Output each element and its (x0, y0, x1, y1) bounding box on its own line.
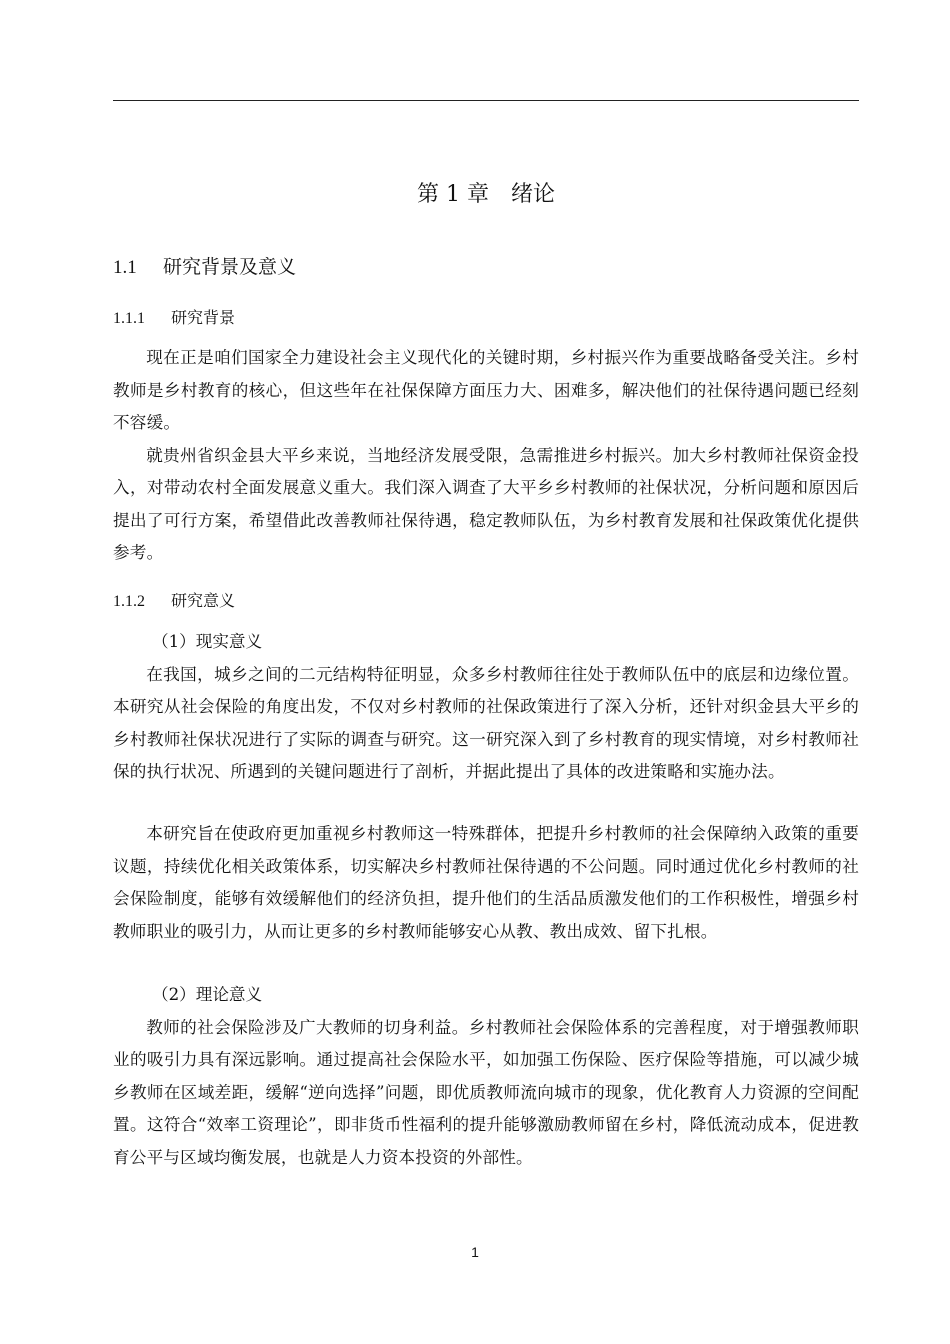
subsection-heading-1-1-2 (113, 588, 235, 615)
background-paragraph-1: 现在正是咱们国家全力建设社会主义现代化的关键时期，乡村振兴作为重要战略备受关注。乡村教师是乡村教育的核心，但这些年在社保保障方面压力大、困难多，解决他们的社保待遇问题已经刻不容缓。 (113, 348, 859, 432)
header-rule (113, 100, 859, 101)
subsection-title: 研究意义 (171, 591, 236, 610)
practical-paragraph-2: 本研究旨在使政府更加重视乡村教师这一特殊群体，把提升乡村教师的社会保障纳入政策的重要议题，持续优化相关政策体系，切实解决乡村教师社保待遇的不公问题。同时通过优化乡村教师的社会保险制度，能够有效缓解他们的经济负担，提升他们的生活品质激发他们的工作积极性，增强乡村教师职业的吸引力，从而让更多的乡村教师能够安心从教、教出成效、留下扎根。 (113, 824, 859, 941)
background-paragraph-2: 就贵州省织金县大平乡来说，当地经济发展受限，急需推进乡村振兴。加大乡村教师社保资金投入，对带动农村全面发展意义重大。我们深入调查了大平乡乡村教师的社保状况，分析问题和原因后提出了可行方案，希望借此改善教师社保待遇，稳定教师队伍，为乡村教育发展和社保政策优化提供参考。 (113, 445, 859, 562)
subsection-title: 研究背景 (171, 308, 236, 327)
subsection-number: 1.1.2 (113, 593, 145, 610)
subsection-heading-1-1-1 (113, 305, 235, 332)
theoretical-significance-label: （2）理论意义 (152, 985, 263, 1004)
theoretical-paragraph-1: 教师的社会保险涉及广大教师的切身利益。乡村教师社会保险体系的完善程度，对于增强教师职业的吸引力具有深远影响。通过提高社会保险水平，如加强工伤保险、医疗保险等措施，可以减少城乡教师在区域差距，缓解“逆向选择”问题，即优质教师流向城市的现象，优化教育人力资源的空间配置。这符合“效率工资理论”，即非货币性福利的提升能够激励教师留在乡村，降低流动成本，促进教育公平与区域均衡发展，也就是人力资本投资的外部性。 (113, 1017, 859, 1167)
section-title: 研究背景及意义 (163, 256, 297, 278)
subsection-number: 1.1.1 (113, 310, 145, 327)
chapter-title (113, 180, 859, 210)
page-number: 1 (471, 1244, 479, 1260)
section-heading-1-1 (113, 253, 296, 282)
practical-significance-label: （1）现实意义 (152, 632, 263, 651)
chapter-name: 绪论 (510, 182, 555, 207)
practical-paragraph-1: 在我国，城乡之间的二元结构特征明显，众多乡村教师往往处于教师队伍中的底层和边缘位置。本研究从社会保险的角度出发，不仅对乡村教师的社保政策进行了深入分析，还针对织金县大平乡的乡村教师社保状况进行了实际的调查与研究。这一研究深入到了乡村教育的现实情境，对乡村教师社保的执行状况、所遇到的关键问题进行了剖析，并据此提出了具体的改进策略和实施办法。 (113, 664, 859, 781)
section-number: 1.1 (113, 257, 137, 278)
chapter-number: 第 1 章 (417, 182, 489, 207)
